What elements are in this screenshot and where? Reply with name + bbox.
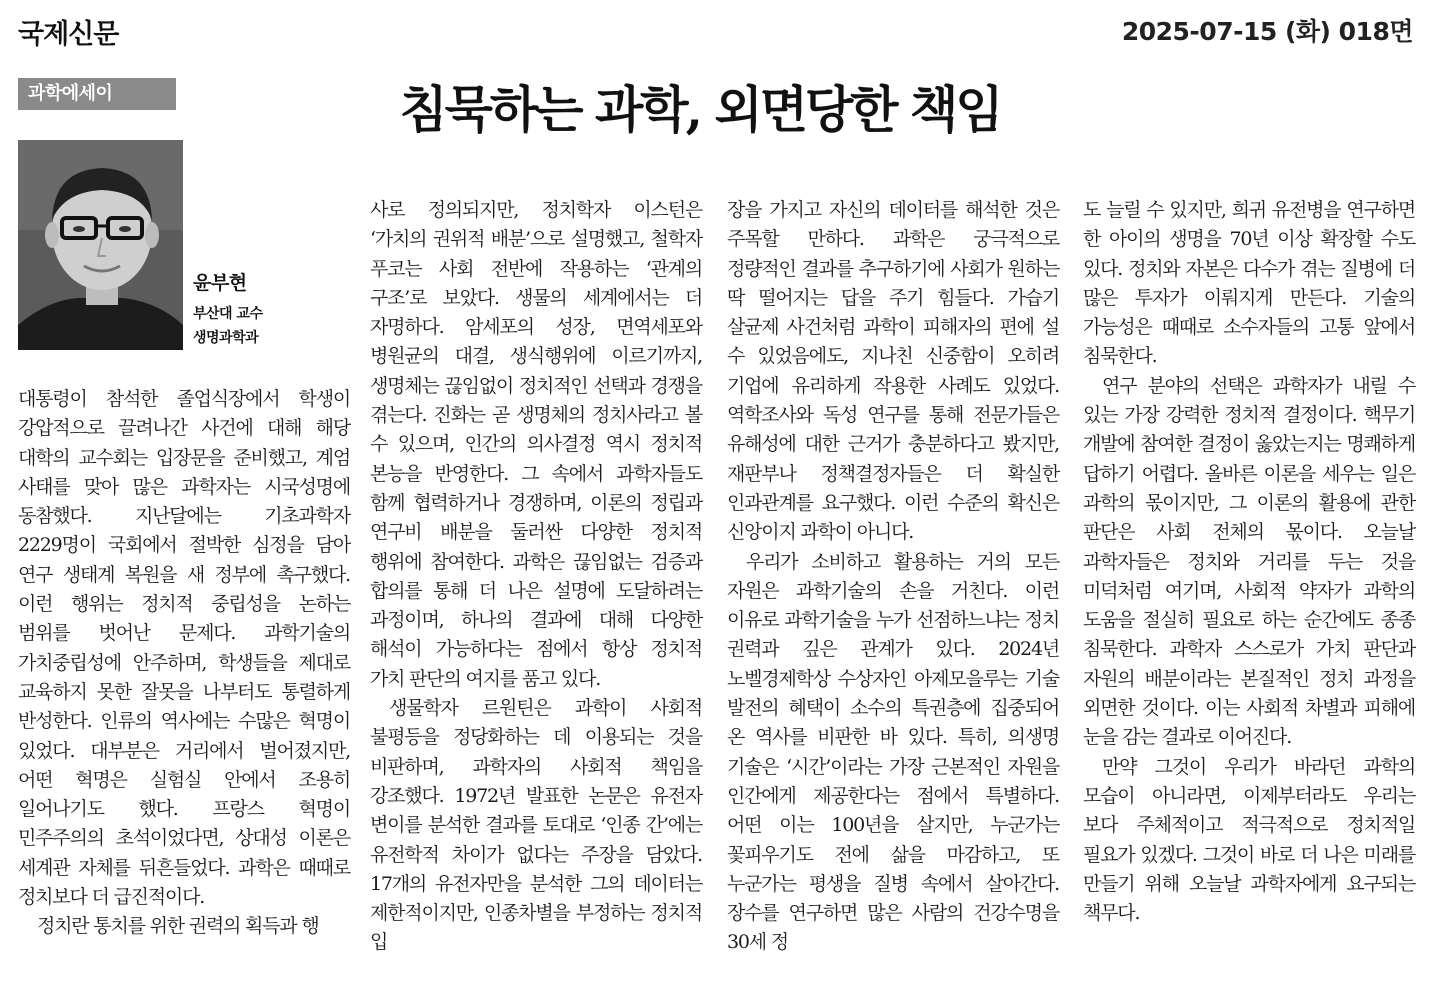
author-affiliation: 부산대 교수 xyxy=(193,306,263,322)
author-byline xyxy=(193,268,263,350)
author-department: 생명과학과 xyxy=(193,330,259,346)
article-column-3 xyxy=(727,196,1059,986)
paragraph: 대통령이 참석한 졸업식장에서 학생이 강압적으로 끌려나간 사건에 대해 해당 대학의 교수회는 입장문을 준비했고, 계엄 사태를 맞아 많은 과학자는 시국성명에 동참했다. 지난달에는 기초과학자 2229명이 국회에서 절박한 심정을 담아 연구 생태계 복원을 새 정부에 촉구했다. 이런 행위는 정치적 중립성을 논하는 범위를 벗어난 문제다. 과학기술의 가치중립성에 안주하며, 학생들을 제대로 교육하지 못한 잘못을 나부터도 통렬하게 반성한다. 인류의 역사에는 수많은 혁명이 있었다. 대부분은 거리에서 벌어졌지만, 어떤 혁명은 실험실 안에서 조용히 일어나기도 했다. 프랑스 혁명이 민주주의의 초석이었다면, 상대성 이론은 세계관 자체를 뒤흔들었다. 과학은 때때로 정치보다 더 급진적이다. xyxy=(18,388,350,909)
article-column-1 xyxy=(18,385,350,985)
author-portrait-image xyxy=(18,140,183,350)
paragraph: 우리가 소비하고 활용하는 거의 모든 자원은 과학기술의 손을 거친다. 이런 이유로 과학기술을 누가 선점하느냐는 정치 권력과 깊은 관계가 있다. 2024년 노벨경제학상 수상자인 아제모을루는 기술 발전의 혜택이 소수의 특권층에 집중되어 온 역사를 비판한 바 있다. 특히, 의생명 기술은 ‘시간’이라는 가장 근본적인 자원을 인간에게 제공한다는 점에서 특별하다. 어떤 이는 100년을 살지만, 누군가는 꽃피우기도 전에 삶을 마감하고, 또 누군가는 평생을 질병 속에서 살아간다. 장수를 연구하면 많은 사람의 건강수명을 30세 정 xyxy=(727,550,1059,954)
paragraph: 연구 분야의 선택은 과학자가 내릴 수 있는 가장 강력한 정치적 결정이다. 핵무기 개발에 참여한 결정이 옳았는지는 명쾌하게 답하기 어렵다. 올바른 이론을 세우는 일은 과학의 몫이지만, 그 이론의 활용에 관한 판단은 사회 전체의 몫이다. 오늘날 과학자들은 정치와 거리를 두는 것을 미덕처럼 여기며, 사회적 약자가 과학의 도움을 절실히 필요로 하는 순간에도 종종 침묵한다. 과학자 스스로가 가치 판단과 자원의 배분이라는 본질적인 정치 과정을 외면한 것이다. 이는 사회적 차별과 피해에 눈을 감는 결과로 이어진다. xyxy=(1083,374,1415,749)
article-column-4 xyxy=(1083,196,1415,986)
section-label: 과학에세이 xyxy=(18,78,176,110)
author-name: 윤부현 xyxy=(193,272,247,294)
paragraph: 도 늘릴 수 있지만, 희귀 유전병을 연구하면 한 아이의 생명을 70년 이상 확장할 수도 있다. 정치와 자본은 다수가 겪는 질병에 더 많은 투자가 이뤄지게 만든다. 기술의 가능성은 때때로 소수자들의 고통 앞에서 침묵한다. xyxy=(1083,199,1415,368)
paragraph: 장을 가지고 자신의 데이터를 해석한 것은 주목할 만하다. 과학은 궁극적으로 정량적인 결과를 추구하기에 사회가 원하는 딱 떨어지는 답을 주기 힘들다. 가습기 살균제 사건처럼 과학이 피해자의 편에 설 수 있었음에도, 지나친 신중함이 오히려 기업에 유리하게 작용한 사례도 있었다. 역학조사와 독성 연구를 통해 전문가들은 유해성에 대한 근거가 충분하다고 봤지만, 재판부나 정책결정자들은 더 확실한 인과관계를 요구했다. 이런 수준의 확신은 신앙이지 과학이 아니다. xyxy=(727,199,1059,544)
article-column-2 xyxy=(370,196,702,986)
paragraph: 생물학자 르원틴은 과학이 사회적 불평등을 정당화하는 데 이용되는 것을 비판하며, 과학자의 사회적 책임을 강조했다. 1972년 발표한 논문은 유전자 변이를 분석한 결과를 토대로 ‘인종 간’에는 유전학적 차이가 없다는 주장을 담았다. 17개의 유전자만을 분석한 그의 데이터는 제한적이지만, 인종차별을 부정하는 정치적 입 xyxy=(370,697,702,954)
publication-date: 2025-07-15 (화) 018면 xyxy=(1121,17,1413,46)
headline: 침묵하는 과학, 외면당한 책임 xyxy=(399,80,1001,139)
paragraph: 사로 정의되지만, 정치학자 이스턴은 ‘가치의 권위적 배분’으로 설명했고, 철학자 푸코는 사회 전반에 작용하는 ‘관계의 구조’로 보았다. 생물의 세계에서는 더 자명하다. 암세포의 성장, 면역세포와 병원균의 대결, 생식행위에 이르기까지, 생명체는 끊임없이 정치적인 선택과 경쟁을 겪는다. 진화는 곧 생명체의 정치사라고 볼 수 있으며, 인간의 의사결정 역시 정치적 본능을 반영한다. 그 속에서 과학자들도 함께 협력하거나 경쟁하며, 이론의 정립과 연구비 배분을 둘러싼 다양한 정치적 행위에 참여한다. 과학은 끊임없는 검증과 합의를 통해 더 나은 설명에 도달하려는 과정이며, 하나의 결과에 대해 다양한 해석이 가능하다는 점에서 항상 정치적 가치 판단의 여지를 품고 있다. xyxy=(370,199,702,690)
paragraph: 만약 그것이 우리가 바라던 과학의 모습이 아니라면, 이제부터라도 우리는 보다 주체적이고 적극적으로 정치적일 필요가 있겠다. 그것이 바로 더 나은 미래를 만들기 위해 오늘날 과학자에게 요구되는 책무다. xyxy=(1083,755,1415,925)
paragraph: 정치란 통치를 위한 권력의 획득과 행 xyxy=(37,915,319,938)
newspaper-name: 국제신문 xyxy=(18,19,119,50)
author-photo xyxy=(18,140,183,350)
